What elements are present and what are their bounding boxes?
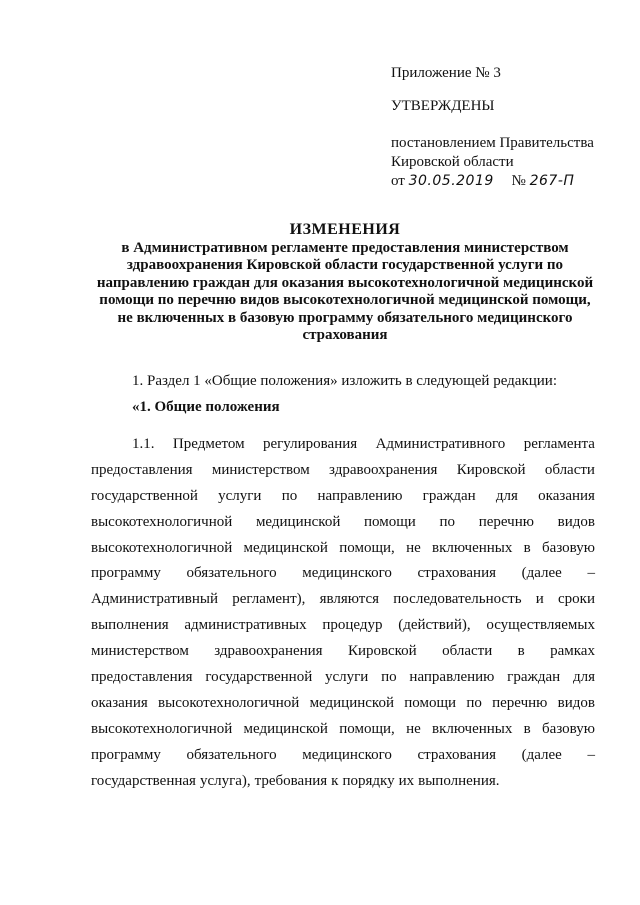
paragraph-line [91, 510, 595, 536]
number-prefix: № [511, 173, 526, 189]
word: административных [184, 617, 307, 634]
word: программу [91, 565, 161, 582]
word: порядку [342, 772, 395, 789]
word: для [572, 669, 595, 686]
word: услуга), [199, 772, 251, 789]
title-line: страхования [302, 327, 388, 343]
word: включенных [432, 539, 513, 556]
word: процедур [322, 617, 383, 634]
word: и [535, 591, 544, 608]
word: регламент), [232, 591, 306, 608]
paragraph-line [91, 432, 595, 458]
word: не [406, 539, 421, 556]
word: области [442, 643, 493, 660]
word: Предметом [172, 436, 245, 452]
word: помощи [404, 694, 457, 711]
word: обязательного [186, 746, 277, 763]
word: Административный [91, 591, 219, 608]
word: медицинского [302, 565, 392, 582]
title-line: в Административном регламенте предоставления министерством [121, 239, 569, 256]
approval-block [391, 64, 626, 191]
word: предоставления [91, 461, 193, 478]
word: регламента [523, 436, 595, 452]
title-line: не включенных в базовую программу обязательного медицинского [117, 309, 573, 326]
word: граждан [507, 669, 561, 686]
word: базовую [542, 539, 595, 556]
approval-date-line [391, 172, 626, 191]
word: по [439, 513, 456, 530]
word: медицинской [309, 694, 394, 711]
word: по [381, 669, 397, 686]
title-line: здравоохранения Кировской области государственной услуги по [126, 257, 564, 273]
word: высокотехнологичной [91, 539, 233, 556]
word: для [495, 487, 518, 504]
handwritten-date: 30.05.2019 [408, 173, 494, 189]
word: медицинской [243, 539, 328, 556]
word: перечню [478, 513, 534, 530]
word: области [544, 461, 595, 478]
word: выполнения [91, 617, 169, 634]
title-line: направлению граждан для оказания высокотехнологичной медицинской [96, 274, 594, 291]
approval-line-1: постановлением Правительства [391, 135, 594, 151]
word: услуги [218, 487, 262, 504]
approval-line-2: Кировской области [391, 154, 514, 170]
word: государственная [91, 772, 196, 789]
paragraph-line [91, 691, 595, 717]
word: страхования [417, 746, 496, 763]
title-line: помощи по перечню видов высокотехнологичной медицинской помощи, [99, 292, 591, 308]
word: оказания [91, 694, 148, 711]
word: их [398, 772, 415, 789]
word: (далее [521, 746, 562, 763]
paragraph-line [91, 458, 595, 484]
word: видов [557, 513, 595, 530]
word: в [523, 720, 531, 737]
word: видов [557, 694, 595, 711]
word: помощи, [339, 539, 395, 556]
word: включенных [432, 720, 513, 737]
word: государственной [91, 487, 198, 504]
word: высокотехнологичной [91, 720, 233, 737]
word: граждан [422, 487, 476, 504]
paragraph-line [91, 613, 595, 639]
word: обязательного [186, 565, 277, 582]
word: (действий), [398, 617, 471, 634]
word: государственной [205, 669, 313, 686]
word: медицинского [302, 746, 392, 763]
paragraph-line [91, 536, 595, 562]
word: Кировской [347, 643, 417, 660]
approved-label: УТВЕРЖДЕНЫ [391, 98, 495, 114]
word: помощи, [339, 720, 395, 737]
word: по [281, 487, 298, 504]
word: базовую [542, 720, 595, 737]
word: – [587, 565, 595, 582]
word: являются [319, 591, 380, 608]
word: осуществляемых [486, 617, 595, 634]
section-heading: «1. Общие положения [132, 399, 280, 415]
paragraph-line [91, 665, 595, 691]
word: здравоохранения [329, 461, 438, 478]
word: направлению [409, 669, 495, 686]
paragraph-line [91, 743, 595, 769]
word: сроки [558, 591, 595, 608]
paragraph-line [91, 587, 595, 613]
word: услуги [325, 669, 369, 686]
word: регулирования [262, 436, 358, 452]
word: министерством [91, 643, 189, 660]
word: предоставления [91, 669, 193, 686]
word: – [587, 746, 595, 763]
word: 1.1. [132, 436, 155, 452]
paragraph-line [91, 639, 595, 665]
word: перечню [492, 694, 548, 711]
word: (далее [521, 565, 562, 582]
word: Административного [375, 436, 506, 452]
paragraph-line [91, 717, 595, 743]
word: требования [254, 772, 328, 789]
handwritten-number: 267-П [529, 173, 575, 189]
word: высокотехнологичной [158, 694, 300, 711]
word: к [331, 772, 339, 789]
word: в [523, 539, 531, 556]
word: выполнения. [418, 772, 500, 789]
title-heading: ИЗМЕНЕНИЯ [289, 221, 401, 238]
word: в [517, 643, 525, 660]
paragraph-line [91, 561, 595, 587]
word: страхования [417, 565, 496, 582]
word: программу [91, 746, 161, 763]
word: помощи [364, 513, 416, 530]
word: рамках [550, 643, 595, 660]
word: здравоохранения [214, 643, 323, 660]
word: не [406, 720, 421, 737]
paragraph-line [91, 484, 595, 510]
word: медицинской [255, 513, 341, 530]
appendix-label: Приложение № 3 [391, 65, 501, 81]
word: Кировской [456, 461, 526, 478]
word: оказания [538, 487, 595, 504]
date-prefix: от [391, 173, 405, 189]
intro-paragraph: 1. Раздел 1 «Общие положения» изложить в следующей редакции: [132, 373, 557, 389]
word: по [466, 694, 482, 711]
paragraph-1-1 [91, 432, 595, 794]
word: высокотехнологичной [91, 513, 233, 530]
word: министерством [211, 461, 310, 478]
word: направлению [317, 487, 403, 504]
paragraph-line [91, 769, 595, 795]
document-title [85, 221, 605, 345]
word: медицинской [243, 720, 328, 737]
word: последовательность [393, 591, 522, 608]
